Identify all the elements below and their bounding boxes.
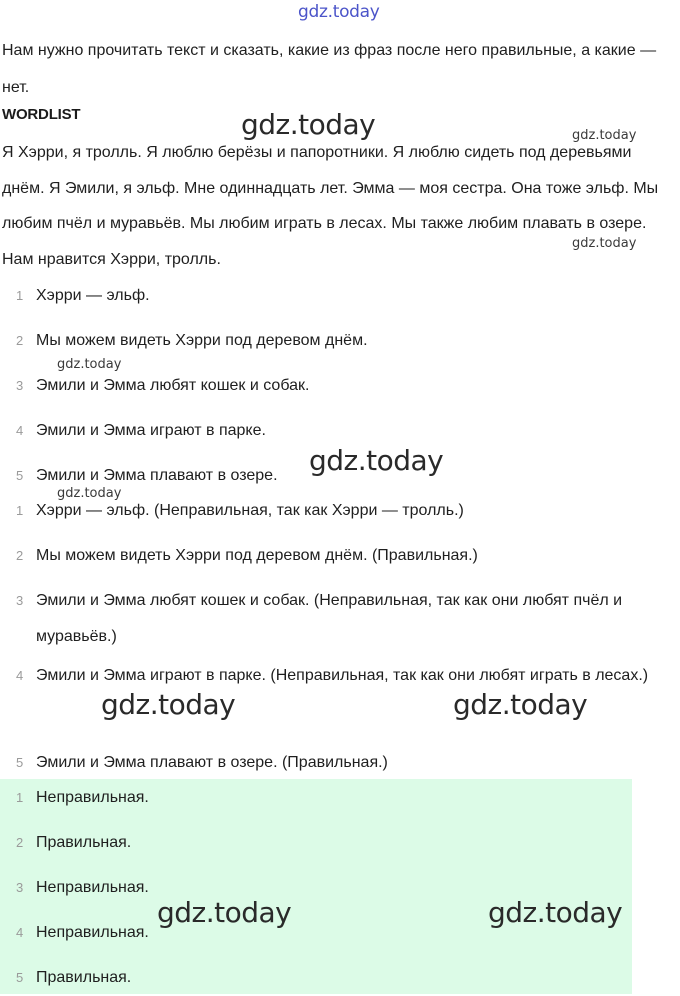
watermark: gdz.today bbox=[57, 486, 122, 501]
task-intro: Нам нужно прочитать текст и сказать, какие из фраз после него правильные, а какие — нет. bbox=[2, 42, 657, 96]
wordlist-text: Я Хэрри, я тролль. Я люблю берёзы и папоротники. Я люблю сидеть под деревьями днём. Я Эмили, я эльф. Мне одиннадцать лет. Эмма — моя сестра. Она тоже эльф. Мы любим пчёл и муравьёв. Мы любим играть в лесах. Мы также любим плавать в озере. Нам нравится Хэрри, тролль. bbox=[2, 144, 659, 268]
watermark: gdz.today bbox=[572, 128, 637, 143]
item-number: 5 bbox=[16, 468, 24, 483]
item-text: Правильная. bbox=[36, 969, 132, 986]
item-number: 3 bbox=[16, 880, 24, 895]
wordlist-heading: WORDLIST bbox=[2, 106, 81, 123]
item-text: Хэрри — эльф. bbox=[36, 287, 150, 304]
item-number: 2 bbox=[16, 835, 24, 850]
item-text: Хэрри — эльф. (Неправильная, так как Хэрри — тролль.) bbox=[36, 502, 464, 519]
watermark: gdz.today bbox=[572, 236, 637, 251]
item-number: 1 bbox=[16, 503, 24, 518]
item-number: 1 bbox=[16, 790, 24, 805]
item-number: 4 bbox=[16, 925, 24, 940]
item-text: Эмили и Эмма плавают в озере. (Правильная.) bbox=[36, 754, 388, 771]
item-number: 3 bbox=[16, 378, 24, 393]
item-text: Неправильная. bbox=[36, 924, 149, 941]
item-text: Мы можем видеть Хэрри под деревом днём. (Правильная.) bbox=[36, 547, 478, 564]
watermark: gdz.today bbox=[101, 688, 236, 721]
item-text: Неправильная. bbox=[36, 879, 149, 896]
item-number: 5 bbox=[16, 970, 24, 985]
item-number: 4 bbox=[16, 423, 24, 438]
item-text: Эмили и Эмма играют в парке. bbox=[36, 422, 266, 439]
item-number: 2 bbox=[16, 333, 24, 348]
item-text: Эмили и Эмма любят кошек и собак. bbox=[36, 377, 310, 394]
item-text: Эмили и Эмма любят кошек и собак. (Неправильная, так как они любят пчёл и муравьёв.) bbox=[36, 592, 623, 645]
watermark: gdz.today bbox=[453, 688, 588, 721]
watermark: gdz.today bbox=[157, 896, 292, 929]
item-number: 4 bbox=[16, 668, 24, 683]
watermark: gdz.today bbox=[57, 357, 122, 372]
item-number: 5 bbox=[16, 755, 24, 770]
site-mark[interactable]: gdz.today bbox=[298, 2, 380, 22]
item-text: Эмили и Эмма плавают в озере. bbox=[36, 467, 278, 484]
item-number: 2 bbox=[16, 548, 24, 563]
item-text: Неправильная. bbox=[36, 789, 149, 806]
watermark: gdz.today bbox=[309, 444, 444, 477]
item-text: Эмили и Эмма играют в парке. (Неправильная, так как они любят играть в лесах.) bbox=[36, 667, 649, 684]
item-text: Мы можем видеть Хэрри под деревом днём. bbox=[36, 332, 368, 349]
item-text: Правильная. bbox=[36, 834, 132, 851]
item-number: 1 bbox=[16, 288, 24, 303]
watermark: gdz.today bbox=[488, 896, 623, 929]
item-number: 3 bbox=[16, 593, 24, 608]
watermark: gdz.today bbox=[241, 108, 376, 141]
